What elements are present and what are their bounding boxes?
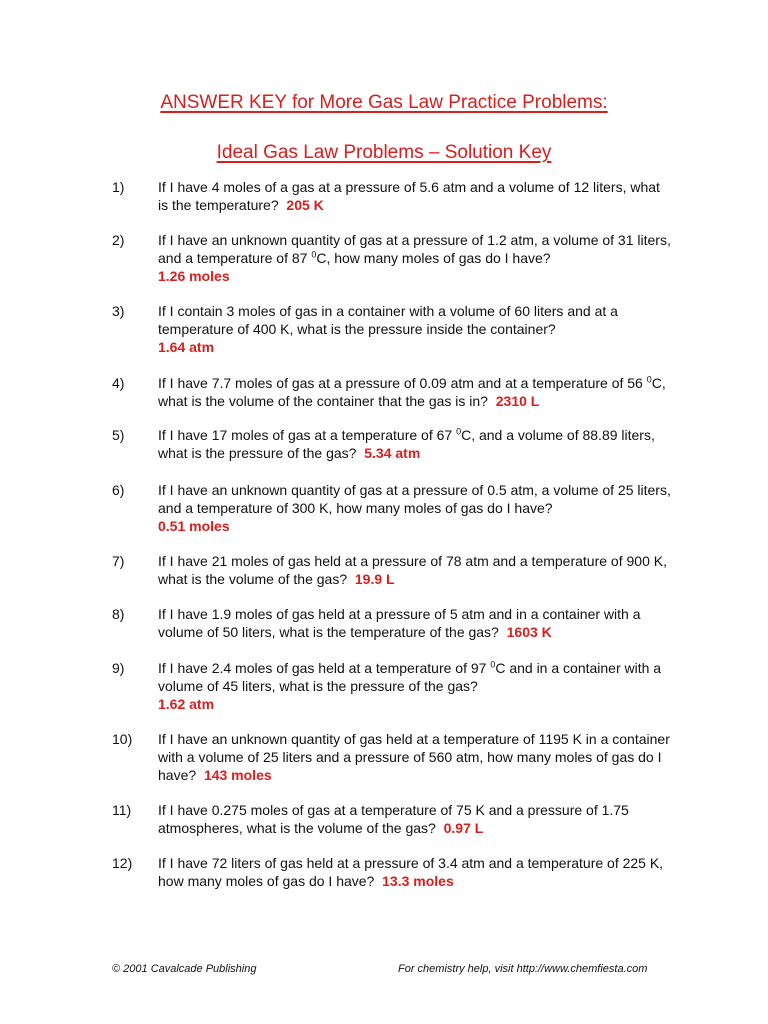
problem-2 [112, 231, 672, 285]
problem-3 [112, 302, 672, 356]
problem-number: 11) [112, 802, 132, 818]
problem-12 [112, 854, 672, 890]
problem-text: If I have 21 moles of gas held at a pressure of 78 atm and a temperature of 900 K, what is the volume of the gas? 19.9 L [158, 553, 667, 587]
problem-text: If I have an unknown quantity of gas at a pressure of 1.2 atm, a volume of 31 liters, and a temperature of 87 $^0$C, how many moles of gas do I have? 1.26 moles [158, 232, 671, 284]
problem-4 [112, 374, 672, 410]
problem-number: 9) [112, 660, 125, 676]
problem-number: 12) [112, 855, 133, 871]
answer: 1603 K [506, 624, 552, 640]
help-footer: For chemistry help, visit http://www.chemfiesta.com [398, 963, 648, 975]
answer: 2310 L [495, 393, 540, 409]
problem-text: If I have an unknown quantity of gas at a pressure of 0.5 atm, a volume of 25 liters, and a temperature of 300 K, how many moles of gas do I have? 0.51 moles [158, 482, 671, 534]
problem-text: If I have 2.4 moles of gas held at a temperature of 97 $^0$C and in a container with a volume of 45 liters, what is the pressure of the gas? 1.62 atm [158, 659, 662, 712]
problem-text: If I have 7.7 moles of gas at a pressure of 0.09 atm and at a temperature of 56 $^0$C, what is the volume of the container that the gas is in? 2310 L [158, 374, 666, 409]
problem-text: If I have an unknown quantity of gas held at a temperature of 1195 K in a container with a volume of 25 liters and a pressure of 560 atm, how many moles of gas do I have? 143 moles [158, 731, 670, 783]
answer: 205 K [286, 197, 324, 213]
problem-text: If I have 72 liters of gas held at a pressure of 3.4 atm and a temperature of 225 K, how many moles of gas do I have? 13.3 moles [158, 855, 664, 889]
problem-number: 10) [112, 731, 133, 747]
answer: 13.3 moles [382, 873, 454, 889]
section-title: Ideal Gas Law Problems – Solution Key [216, 142, 552, 163]
copyright-footer: © 2001 Cavalcade Publishing [112, 963, 257, 975]
problem-text: If I have 0.275 moles of gas at a temperature of 75 K and a pressure of 1.75 atmospheres, what is the volume of the gas? 0.97 L [158, 802, 629, 836]
problem-number: 2) [112, 232, 125, 248]
problem-11 [112, 801, 672, 837]
problem-10 [112, 730, 672, 784]
answer: 0.51 moles [158, 518, 230, 534]
problem-number: 7) [112, 553, 125, 569]
problem-text: If I have 4 moles of a gas at a pressure of 5.6 atm and a volume of 12 liters, what is the temperature? 205 K [158, 179, 660, 213]
answer: 19.9 L [354, 571, 395, 587]
problem-number: 8) [112, 606, 125, 622]
problem-text: If I have 17 moles of gas at a temperature of 67 $^0$C, and a volume of 88.89 liters, what is the pressure of the gas? 5.34 atm [158, 426, 655, 461]
problem-number: 4) [112, 375, 125, 391]
problem-number: 3) [112, 303, 125, 319]
problem-1 [112, 178, 672, 214]
page-title: ANSWER KEY for More Gas Law Practice Problems: [160, 92, 608, 113]
answer: 1.62 atm [158, 696, 215, 712]
problem-number: 1) [112, 179, 125, 195]
problem-6 [112, 481, 672, 535]
problem-8 [112, 605, 672, 641]
problem-text: If I have 1.9 moles of gas held at a pressure of 5 atm and in a container with a volume of 50 liters, what is the temperature of the gas? 1603 K [158, 606, 641, 640]
problem-5 [112, 426, 672, 462]
answer: 1.26 moles [158, 268, 230, 284]
problem-number: 6) [112, 482, 125, 498]
problem-number: 5) [112, 427, 125, 443]
problem-text: If I contain 3 moles of gas in a container with a volume of 60 liters and at a temperature of 400 K, what is the pressure inside the container? 1.64 atm [158, 303, 618, 355]
problem-9 [112, 659, 672, 713]
problem-7 [112, 552, 672, 588]
answer: 143 moles [203, 767, 272, 783]
answer: 5.34 atm [364, 445, 421, 461]
answer: 1.64 atm [158, 339, 215, 355]
answer: 0.97 L [443, 820, 484, 836]
